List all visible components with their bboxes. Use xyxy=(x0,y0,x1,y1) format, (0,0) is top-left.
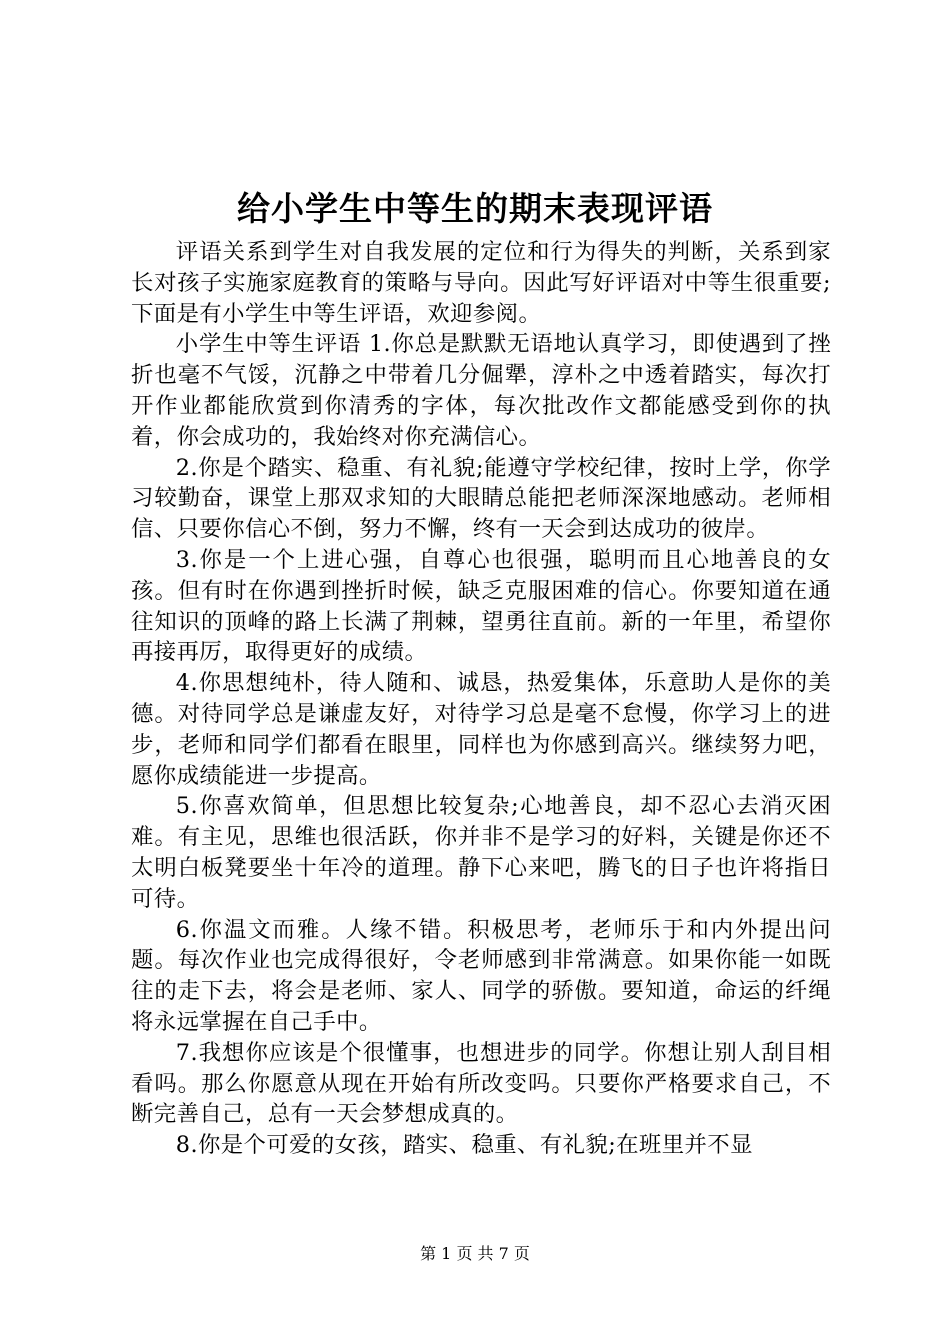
paragraph-comment-5: 5.你喜欢简单，但思想比较复杂;心地善良，却不忍心去消灭困难。有主见，思维也很活跃，你并非不是学习的好料，关键是你还不太明白板凳要坐十年冷的道理。静下心来吧，腾飞的日子也许将指日可待。 xyxy=(131,793,831,912)
document-title: 给小学生中等生的期末表现评语 xyxy=(237,189,713,228)
paragraph-comment-3: 3.你是一个上进心强，自尊心也很强，聪明而且心地善良的女孩。但有时在你遇到挫折时候，缺乏克服困难的信心。你要知道在通往知识的顶峰的路上长满了荆棘，望勇往直前。新的一年里，希望你再接再厉，取得更好的成绩。 xyxy=(131,546,831,666)
document-body xyxy=(131,237,831,1161)
paragraph-comment-8: 8.你是个可爱的女孩，踏实、稳重、有礼貌;在班里并不显 xyxy=(175,1132,753,1159)
paragraph-comment-7: 7.我想你应该是个很懂事，也想进步的同学。你想让别人刮目相看吗。那么你愿意从现在开始有所改变吗。只要你严格要求自己，不断完善自己，总有一天会梦想成真的。 xyxy=(131,1039,831,1128)
paragraph-intro: 评语关系到学生对自我发展的定位和行为得失的判断，关系到家长对孩子实施家庭教育的策略与导向。因此写好评语对中等生很重要;下面是有小学生中等生评语，欢迎参阅。 xyxy=(131,239,831,327)
paragraph-comment-2: 2.你是个踏实、稳重、有礼貌;能遵守学校纪律，按时上学，你学习较勤奋，课堂上那双求知的大眼睛总能把老师深深地感动。老师相信、只要你信心不倒，努力不懈，终有一天会到达成功的彼岸。 xyxy=(131,454,831,543)
paragraph-comment-4: 4.你思想纯朴，待人随和、诚恳，热爱集体，乐意助人是你的美德。对待同学总是谦虚友好，对待学习总是毫不怠慢，你学习上的进步，老师和同学们都看在眼里，同样也为你感到高兴。继续努力吧，愿你成绩能进一步提高。 xyxy=(131,670,831,789)
paragraph-comment-1: 小学生中等生评语 1.你总是默默无语地认真学习，即使遇到了挫折也毫不气馁，沉静之中带着几分倔犟，淳朴之中透着踏实，每次打开作业都能欣赏到你清秀的字体，每次批改作文都能感受到你的执着，你会成功的，我始终对你充满信心。 xyxy=(131,331,831,450)
page-footer: 第 1 页 共 7 页 xyxy=(420,1244,530,1263)
paragraph-comment-6: 6.你温文而雅。人缘不错。积极思考，老师乐于和内外提出问题。每次作业也完成得很好，令老师感到非常满意。如果你能一如既往的走下去，将会是老师、家人、同学的骄傲。要知道，命运的纤绳将永远掌握在自己手中。 xyxy=(131,916,831,1035)
